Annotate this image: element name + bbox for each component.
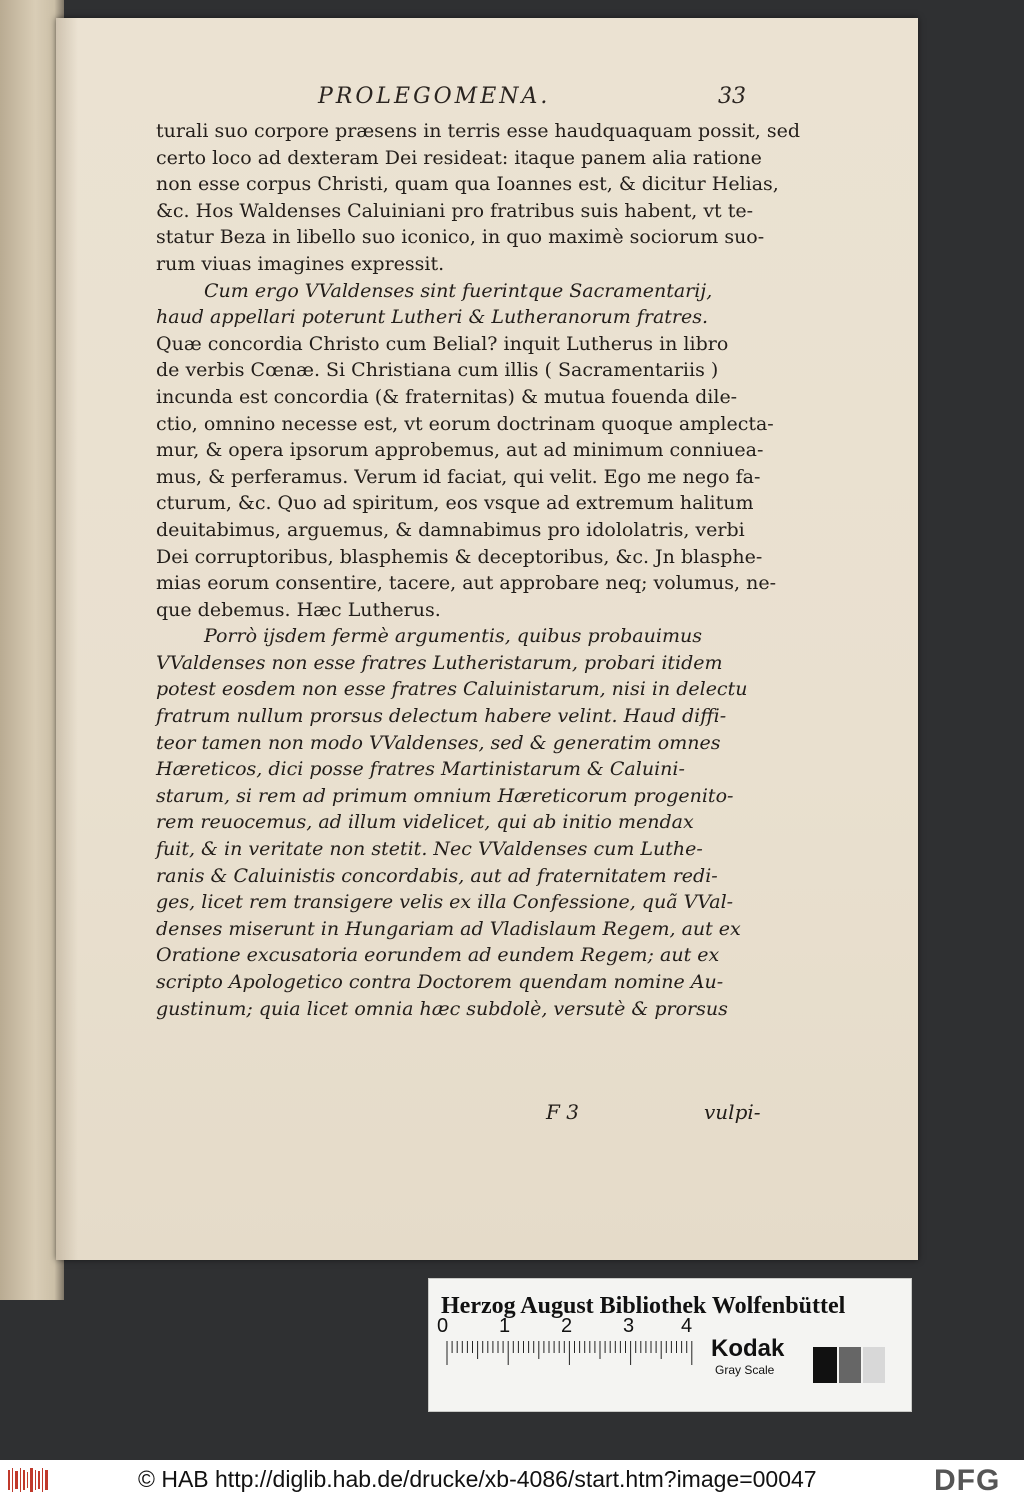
gray-swatch-black: [813, 1347, 837, 1383]
text-line: Oratione excusatoria eorundem ad eundem Regem; aut ex: [156, 944, 720, 967]
gray-swatch-light: [863, 1347, 885, 1383]
text-line: &c. Hos Waldenses Caluiniani pro fratribus suis habent, vt te-: [156, 199, 754, 222]
text-line: denses miserunt in Hungariam ad Vladislaum Regem, aut ex: [156, 917, 741, 940]
gray-scale-label: Gray Scale: [715, 1363, 775, 1377]
kodak-brand: Kodak: [711, 1335, 785, 1362]
text-line: deuitabimus, arguemus, & damnabimus pro idololatris, verbi: [156, 518, 745, 541]
page-text: [156, 118, 801, 1022]
text-line: rum viuas imagines expressit.: [156, 252, 445, 275]
text-line: ges, licet rem transigere velis ex illa Confessione, quã VVal-: [156, 891, 734, 914]
text-line: ranis & Caluinistis concordabis, aut ad fraternitatem redi-: [156, 864, 718, 887]
text-line: statur Beza in libello suo iconico, in quo maximè sociorum suo-: [156, 226, 765, 249]
running-head: PROLEGOMENA.: [318, 84, 551, 109]
ruler-number: 0: [437, 1315, 449, 1337]
text-line: rem reuocemus, ad illum videlicet, qui ab initio mendax: [156, 811, 694, 834]
text-line: de verbis Cœnæ. Si Christiana cum illis ( Sacramentariis ): [156, 359, 719, 382]
text-line: gustinum; quia licet omnia hæc subdolè, versutè & prorsus: [156, 997, 728, 1020]
ruler-number: 1: [499, 1315, 511, 1337]
text-line: fratrum nullum prorsus delectum habere velint. Haud diffi-: [156, 705, 727, 728]
gray-swatch-mid: [839, 1347, 861, 1383]
previous-page-edge: [0, 0, 64, 1300]
text-line: mias eorum consentire, tacere, aut approbare neq; volumus, ne-: [156, 572, 777, 595]
text-line: potest eosdem non esse fratres Caluinistarum, nisi in delectu: [156, 678, 748, 701]
dfg-logo: DFG: [934, 1464, 1001, 1497]
text-line: haud appellari poterunt Lutheri & Lutheranorum fratres.: [156, 306, 709, 329]
text-line: turali suo corpore præsens in terris esse haudquaquam possit, sed: [156, 120, 801, 142]
source-url[interactable]: © HAB http://diglib.hab.de/drucke/xb-4086/start.htm?image=00047: [138, 1466, 817, 1492]
barcode-icon: [8, 1468, 48, 1492]
text-line: ctio, omnino necesse est, vt eorum doctrinam quoque amplecta-: [156, 412, 774, 435]
text-line: que debemus. Hæc Lutherus.: [156, 598, 441, 621]
gutter-shadow: [56, 18, 78, 1260]
text-line: non esse corpus Christi, quam qua Ioannes est, & dicitur Helias,: [156, 173, 779, 196]
text-line: Porrò ijsdem fermè argumentis, quibus probauimus: [204, 625, 702, 648]
text-line: Hæreticos, dici posse fratres Martinistarum & Caluini-: [156, 758, 685, 781]
text-line: scripto Apologetico contra Doctorem quendam nomine Au-: [156, 971, 724, 993]
text-line: mur, & opera ipsorum approbemus, aut ad minimum conniuea-: [156, 439, 764, 462]
library-name: Herzog August Bibliothek Wolfenbüttel: [441, 1293, 846, 1319]
book-page: [56, 18, 918, 1260]
text-line: Dei corruptoribus, blasphemis & deceptoribus, &c. Jn blasphe-: [156, 545, 763, 568]
text-line: teor tamen non modo VValdenses, sed & generatim omnes: [156, 731, 721, 754]
text-line: certo loco ad dexteram Dei resideat: itaque panem alia ratione: [156, 146, 762, 169]
ruler-number: 4: [681, 1315, 693, 1337]
ruler-number: 2: [561, 1315, 573, 1337]
text-line: fuit, & in veritate non stetit. Nec VValdenses cum Luthe-: [156, 838, 703, 861]
catchword: vulpi-: [704, 1100, 761, 1124]
ruler-scale: [443, 1339, 703, 1385]
text-line: mus, & perferamus. Verum id faciat, qui velit. Ego me nego fa-: [156, 465, 761, 488]
text-line: Quæ concordia Christo cum Belial? inquit Lutherus in libro: [156, 332, 729, 355]
text-line: starum, si rem ad primum omnium Hæreticorum progenito-: [156, 784, 734, 807]
text-line: Cum ergo VValdenses sint fuerintque Sacramentarij,: [204, 279, 713, 302]
ruler-number: 3: [623, 1315, 635, 1337]
page-number: 33: [718, 84, 746, 109]
text-line: incunda est concordia (& fraternitas) & mutua fouenda dile-: [156, 385, 738, 408]
color-scale-card: [428, 1278, 912, 1412]
text-line: cturum, &c. Quo ad spiritum, eos vsque ad extremum halitum: [156, 492, 754, 515]
footer-bar: [0, 1460, 1024, 1501]
signature-mark: F 3: [546, 1100, 579, 1124]
text-line: VValdenses non esse fratres Lutheristarum, probari itidem: [156, 651, 723, 674]
